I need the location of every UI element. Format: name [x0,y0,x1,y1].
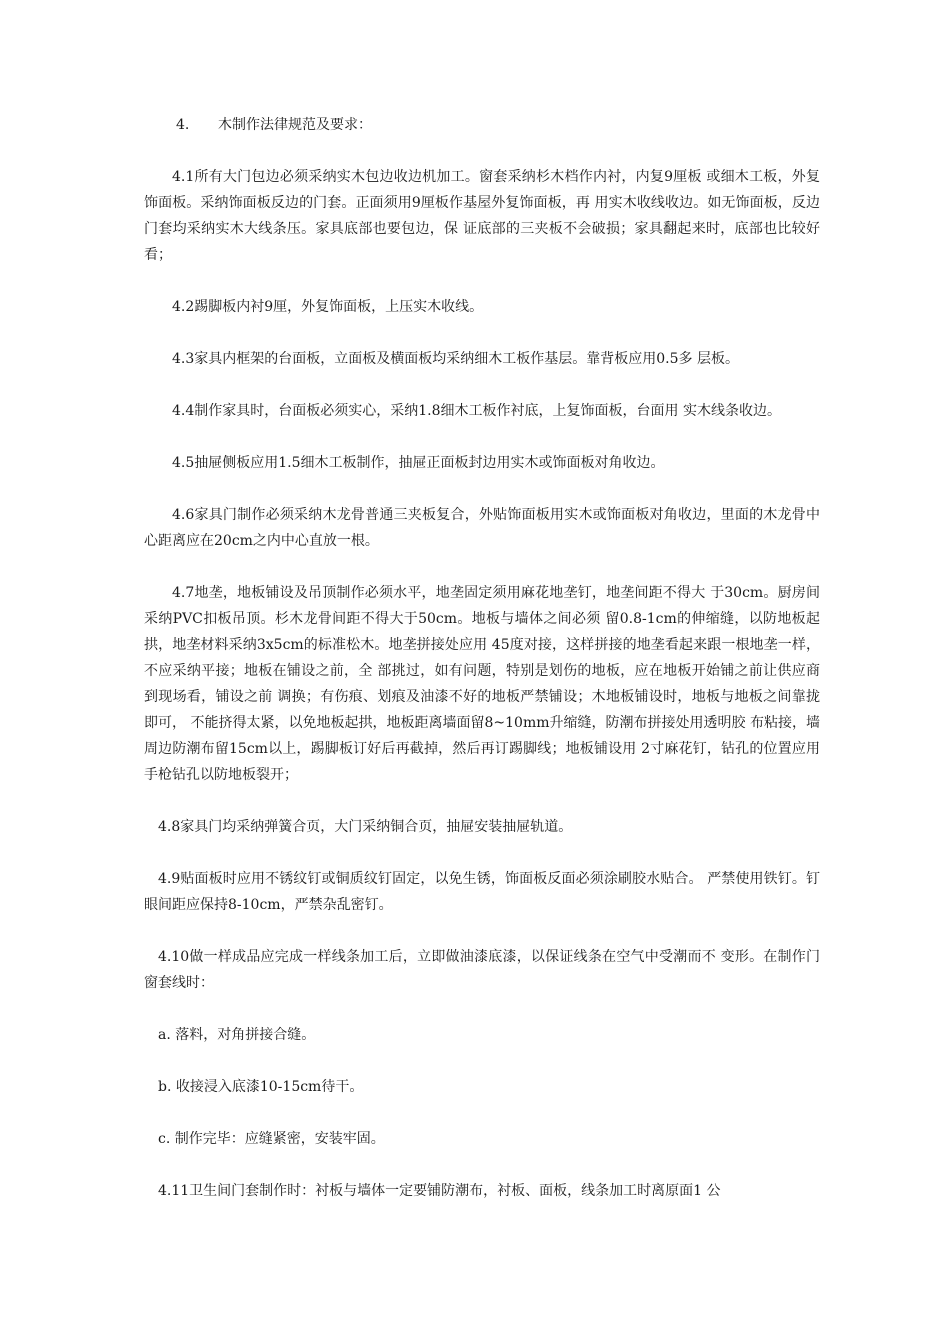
paragraph-4-4: 4.4制作家具时，台面板必须实心，采纳1.8细木工板作衬底，上复饰面板，台面用 实木线条收边。 [172,403,781,419]
paragraph-4-7: 4.7地垄，地板铺设及吊顶制作必须水平，地垄固定须用麻花地垄钉，地垄间距不得大 于30cm。厨房间采纳PVC扣板吊顶。杉木龙骨间距不得大于50cm。地板与墙体之间必须 留0.8-1cm的伸缩缝，以防地板起拱，地垄材料采纳3x5cm的标准松木。地垄拼接处应用 45度对接，这样拼接的地垄看起来跟一根地垄一样，不应采纳平接；地板在铺设之前，全 部挑过，如有问题，特别是划伤的地板，应在地板开始铺之前让供应商到现场看，铺设之前 调换；有伤痕、划痕及油漆不好的地板严禁铺设；木地板铺设时，地板与地板之间靠拢即可， 不能挤得太紧，以免地板起拱，地板距离墙面留8~10mm升缩缝，防潮布拼接处用透明胶 布粘接，墙周边防潮布留15cm以上，踢脚板订好后再截掉，然后再订踢脚线；地板铺设用 2寸麻花钉，钻孔的位置应用手枪钻孔以防地板裂开； [144,585,820,783]
paragraph-4-11: 4.11卫生间门套制作时：衬板与墙体一定要铺防潮布，衬板、面板，线条加工时离原面1 公 [158,1183,721,1199]
paragraph-4-3: 4.3家具内框架的台面板，立面板及横面板均采纳细木工板作基层。靠背板应用0.5多 层板。 [172,351,739,367]
list-item-b: b. 收接浸入底漆10-15cm待干。 [158,1079,364,1095]
paragraph-4-8: 4.8家具门均采纳弹簧合页，大门采纳铜合页，抽屉安装抽屉轨道。 [158,819,573,835]
paragraph-4-5: 4.5抽屉侧板应用1.5细木工板制作，抽屉正面板封边用实木或饰面板对角收边。 [172,455,665,471]
section-number: 4. [176,117,190,133]
section-title: 木制作法律规范及要求： [218,117,372,133]
paragraph-4-9: 4.9贴面板时应用不锈纹钉或铜质纹钉固定，以免生锈，饰面板反面必须涂刷胶水贴合。 严禁使用铁钉。钉眼间距应保持8-10cm，严禁杂乱密钉。 [144,871,820,913]
paragraph-4-10: 4.10做一样成品应完成一样线条加工后，立即做油漆底漆，以保证线条在空气中受潮而不 变形。在制作门窗套线时： [144,949,820,991]
list-item-c: c. 制作完毕：应缝紧密，安装牢固。 [158,1131,385,1147]
paragraph-4-1: 4.1所有大门包边必须采纳实木包边收边机加工。窗套采纳杉木档作内衬，内复9厘板 或细木工板，外复饰面板。采纳饰面板反边的门套。正面须用9厘板作基屋外复饰面板，再 用实木收线收边。如无饰面板，反边门套均采纳实木大线条压。家具底部也要包边，保 证底部的三夹板不会破损；家具翻起来时，底部也比较好看； [144,169,820,263]
paragraph-4-6: 4.6家具门制作必须采纳木龙骨普通三夹板复合，外贴饰面板用实木或饰面板对角收边，里面的木龙骨中心距离应在20cm之内中心直放一根。 [144,507,820,549]
list-item-a: a. 落料，对角拼接合缝。 [158,1027,316,1043]
paragraph-4-2: 4.2踢脚板内衬9厘，外复饰面板，上压实木收线。 [172,299,484,315]
section-heading [144,112,820,138]
document-body [144,112,820,1230]
